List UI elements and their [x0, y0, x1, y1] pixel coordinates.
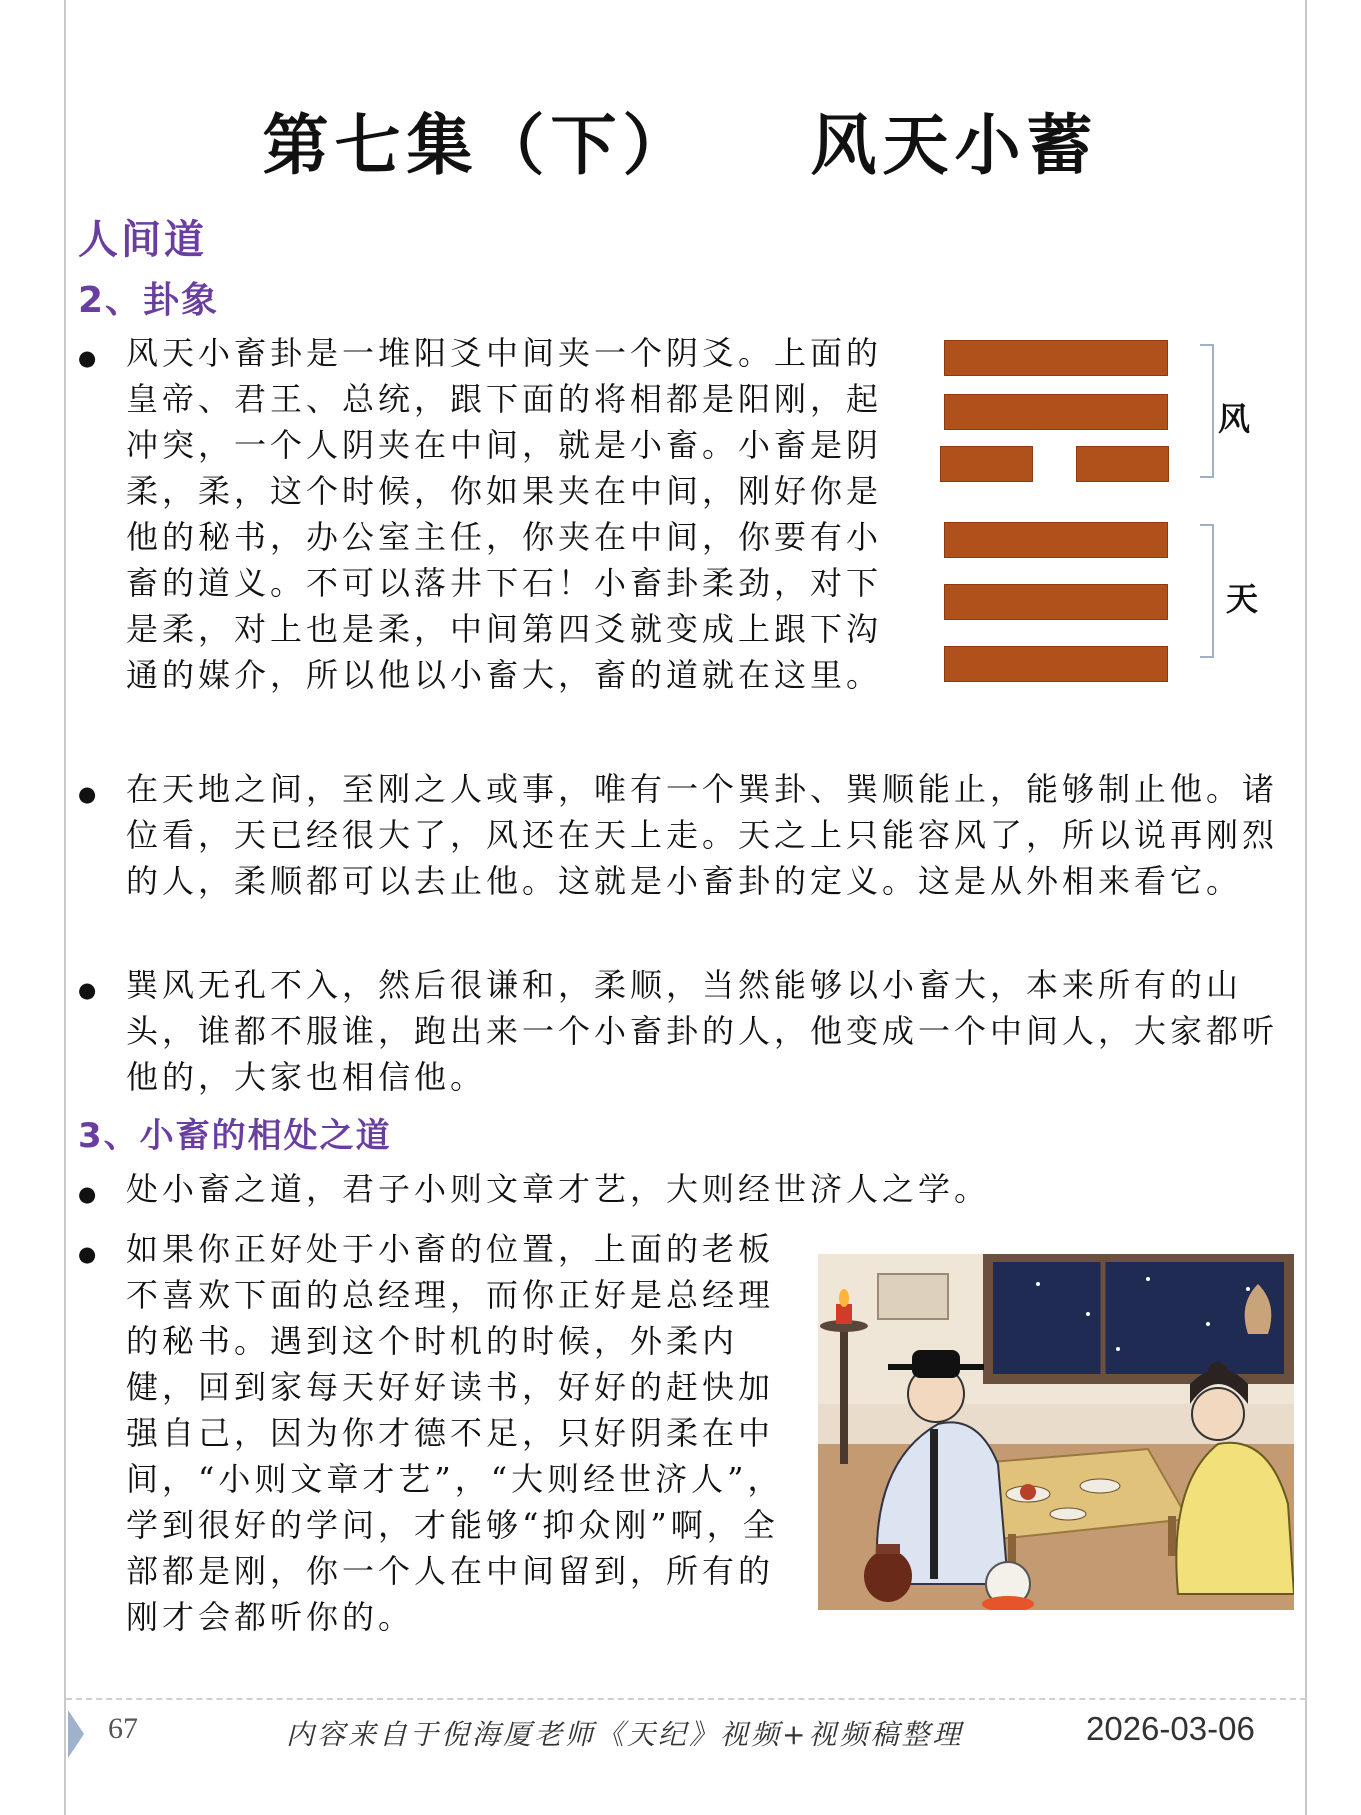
left-frame-line — [64, 0, 66, 1815]
upper-trigram-bracket — [1200, 344, 1214, 478]
lower-trigram-bracket — [1200, 524, 1214, 658]
footer-source: 内容来自于倪海厦老师《天纪》视频+视频稿整理 — [286, 1718, 964, 1751]
bullet-dot: ● — [78, 1242, 97, 1266]
bullet-dot: ● — [78, 978, 97, 1002]
yin-line-4-left — [940, 446, 1033, 482]
lower-trigram-label: 天 — [1226, 580, 1259, 618]
paragraph-way-of-xiaoxu: 处小畜之道，君子小则文章才艺，大则经世济人之学。 — [126, 1170, 991, 1208]
paragraph-heaven-earth: 在天地之间，至刚之人或事，唯有一个巽卦、巽顺能止，能够制止他。诸位看，天已经很大了，风还在天上走。天之上只能容风了，所以说再刚烈的人，柔顺都可以去止他。这就是小畜卦的定义。这是从外相来看它。 — [126, 770, 1279, 900]
bullet-dot: ● — [78, 1182, 97, 1206]
subheading-getting-along: 3、小畜的相处之道 — [78, 1116, 392, 1156]
yang-line-2 — [944, 584, 1168, 620]
page-number: 67 — [108, 1712, 138, 1745]
page-title: 第七集（下） 风天小蓄 — [262, 106, 1099, 184]
paragraph-secretary-example: 如果你正好处于小畜的位置，上面的老板不喜欢下面的总经理，而你正好是总经理的秘书。遇到这个时机的时候，外柔内健，回到家每天好好读书，好好的赶快加强自己，因为你才德不足，只好阴柔在中间，“小则文章才艺”，“大则经世济人”，学到很好的学问，才能够“抑众刚”啊，全部都是刚，你一个人在中间留到，所有的刚才会都听你的。 — [126, 1230, 784, 1636]
yin-line-4-right — [1076, 446, 1169, 482]
footer-triangle-icon — [68, 1710, 84, 1758]
yang-line-5 — [944, 394, 1168, 430]
paragraph-hexagram-desc: 风天小畜卦是一堆阳爻中间夹一个阴爻。上面的皇帝、君王、总统，跟下面的将相都是阳刚，起冲突，一个人阴夹在中间，就是小畜。小畜是阴柔，柔，这个时候，你如果夹在中间，刚好你是他的秘书，办公室主任，你夹在中间，你要有小畜的道义。不可以落井下石！小畜卦柔劲，对下是柔，对上也是柔，中间第四爻就变成上跟下沟通的媒介，所以他以小畜大，畜的道就在这里。 — [126, 334, 883, 694]
section-heading: 人间道 — [78, 217, 207, 263]
paragraph-xun-wind: 巽风无孔不入，然后很谦和，柔顺，当然能够以小畜大，本来所有的山头，谁都不服谁，跑出来一个小畜卦的人，他变成一个中间人，大家都听他的，大家也相信他。 — [126, 966, 1279, 1096]
footer-date: 2026-03-06 — [1086, 1710, 1255, 1747]
footer-divider — [66, 1698, 1306, 1700]
subheading-hexagram: 2、卦象 — [78, 280, 220, 321]
hexagram-diagram — [940, 340, 1180, 680]
right-frame-line — [1305, 0, 1307, 1815]
bullet-dot: ● — [78, 782, 97, 806]
yang-line-1 — [944, 646, 1168, 682]
yang-line-3 — [944, 522, 1168, 558]
bullet-dot: ● — [78, 346, 97, 370]
illustration-two-scholars — [818, 1254, 1294, 1610]
upper-trigram-label: 风 — [1218, 400, 1251, 438]
yang-line-6 — [944, 340, 1168, 376]
